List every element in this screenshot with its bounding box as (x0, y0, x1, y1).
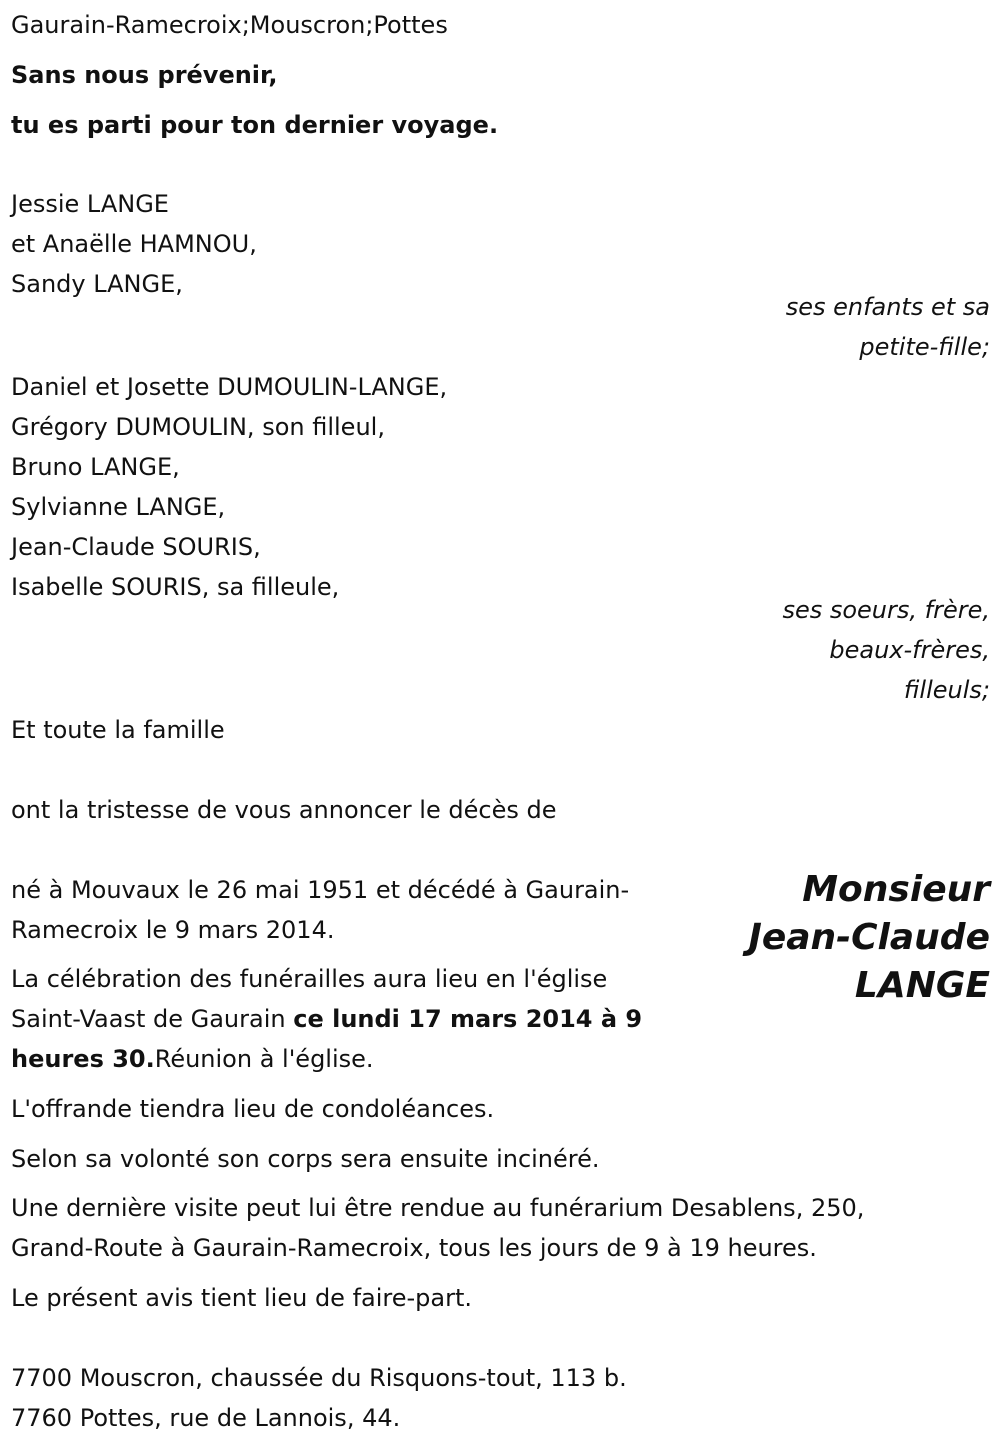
notice-line: Le présent avis tient lieu de faire-part. (11, 1284, 473, 1312)
family-line: Et toute la famille (11, 716, 225, 744)
verse-line-2: tu es parti pour ton dernier voyage. (11, 111, 499, 139)
sibling-name-5: Jean-Claude SOURIS, (11, 533, 261, 561)
child-name-2: et Anaëlle HAMNOU, (11, 230, 257, 258)
ceremony-place: Saint-Vaast de Gaurain (11, 1005, 294, 1033)
ceremony-line-2 (11, 999, 642, 1039)
sibling-name-2: Grégory DUMOULIN, son filleul, (11, 413, 385, 441)
cremation-line: Selon sa volonté son corps sera ensuite incinéré. (11, 1145, 600, 1173)
birth-line-1: né à Mouvaux le 26 mai 1951 et décédé à Gaurain- (11, 876, 630, 904)
birth-line-2: Ramecroix le 9 mars 2014. (11, 916, 335, 944)
children-relation-1: ses enfants et sa (785, 293, 990, 321)
siblings-relation-2: beaux-frères, (829, 636, 990, 664)
visit-line-2: Grand-Route à Gaurain-Ramecroix, tous les jours de 9 à 19 heures. (11, 1234, 817, 1262)
deceased-title: Monsieur (802, 869, 990, 910)
child-name-3: Sandy LANGE, (11, 270, 183, 298)
deceased-name (748, 866, 990, 1010)
sibling-name-6: Isabelle SOURIS, sa filleule, (11, 573, 340, 601)
address-line-1: 7700 Mouscron, chaussée du Risquons-tout, 113 b. (11, 1364, 627, 1392)
offering-line: L'offrande tiendra lieu de condoléances. (11, 1095, 495, 1123)
verse-line-1: Sans nous prévenir, (11, 61, 278, 89)
sibling-name-3: Bruno LANGE, (11, 453, 180, 481)
sibling-name-4: Sylvianne LANGE, (11, 493, 226, 521)
address-line-2: 7760 Pottes, rue de Lannois, 44. (11, 1404, 401, 1432)
children-relation-2: petite-fille; (859, 333, 990, 361)
deceased-last-name: LANGE (854, 965, 990, 1006)
siblings-relation-1: ses soeurs, frère, (782, 596, 990, 624)
announcement-line: ont la tristesse de vous annoncer le décès de (11, 796, 557, 824)
siblings-relation-3: filleuls; (903, 676, 990, 704)
locations-line: Gaurain-Ramecroix;Mouscron;Pottes (11, 11, 448, 39)
ceremony-meeting: Réunion à l'église. (154, 1045, 374, 1073)
ceremony-line-3 (11, 1039, 374, 1079)
ceremony-line-1: La célébration des funérailles aura lieu en l'église (11, 965, 608, 993)
visit-line-1: Une dernière visite peut lui être rendue au funérarium Desablens, 250, (11, 1194, 865, 1222)
deceased-first-name: Jean-Claude (748, 917, 990, 958)
sibling-name-1: Daniel et Josette DUMOULIN-LANGE, (11, 373, 448, 401)
ceremony-time: heures 30. (11, 1045, 155, 1073)
child-name-1: Jessie LANGE (11, 190, 169, 218)
ceremony-date: ce lundi 17 mars 2014 à 9 (293, 1005, 643, 1033)
